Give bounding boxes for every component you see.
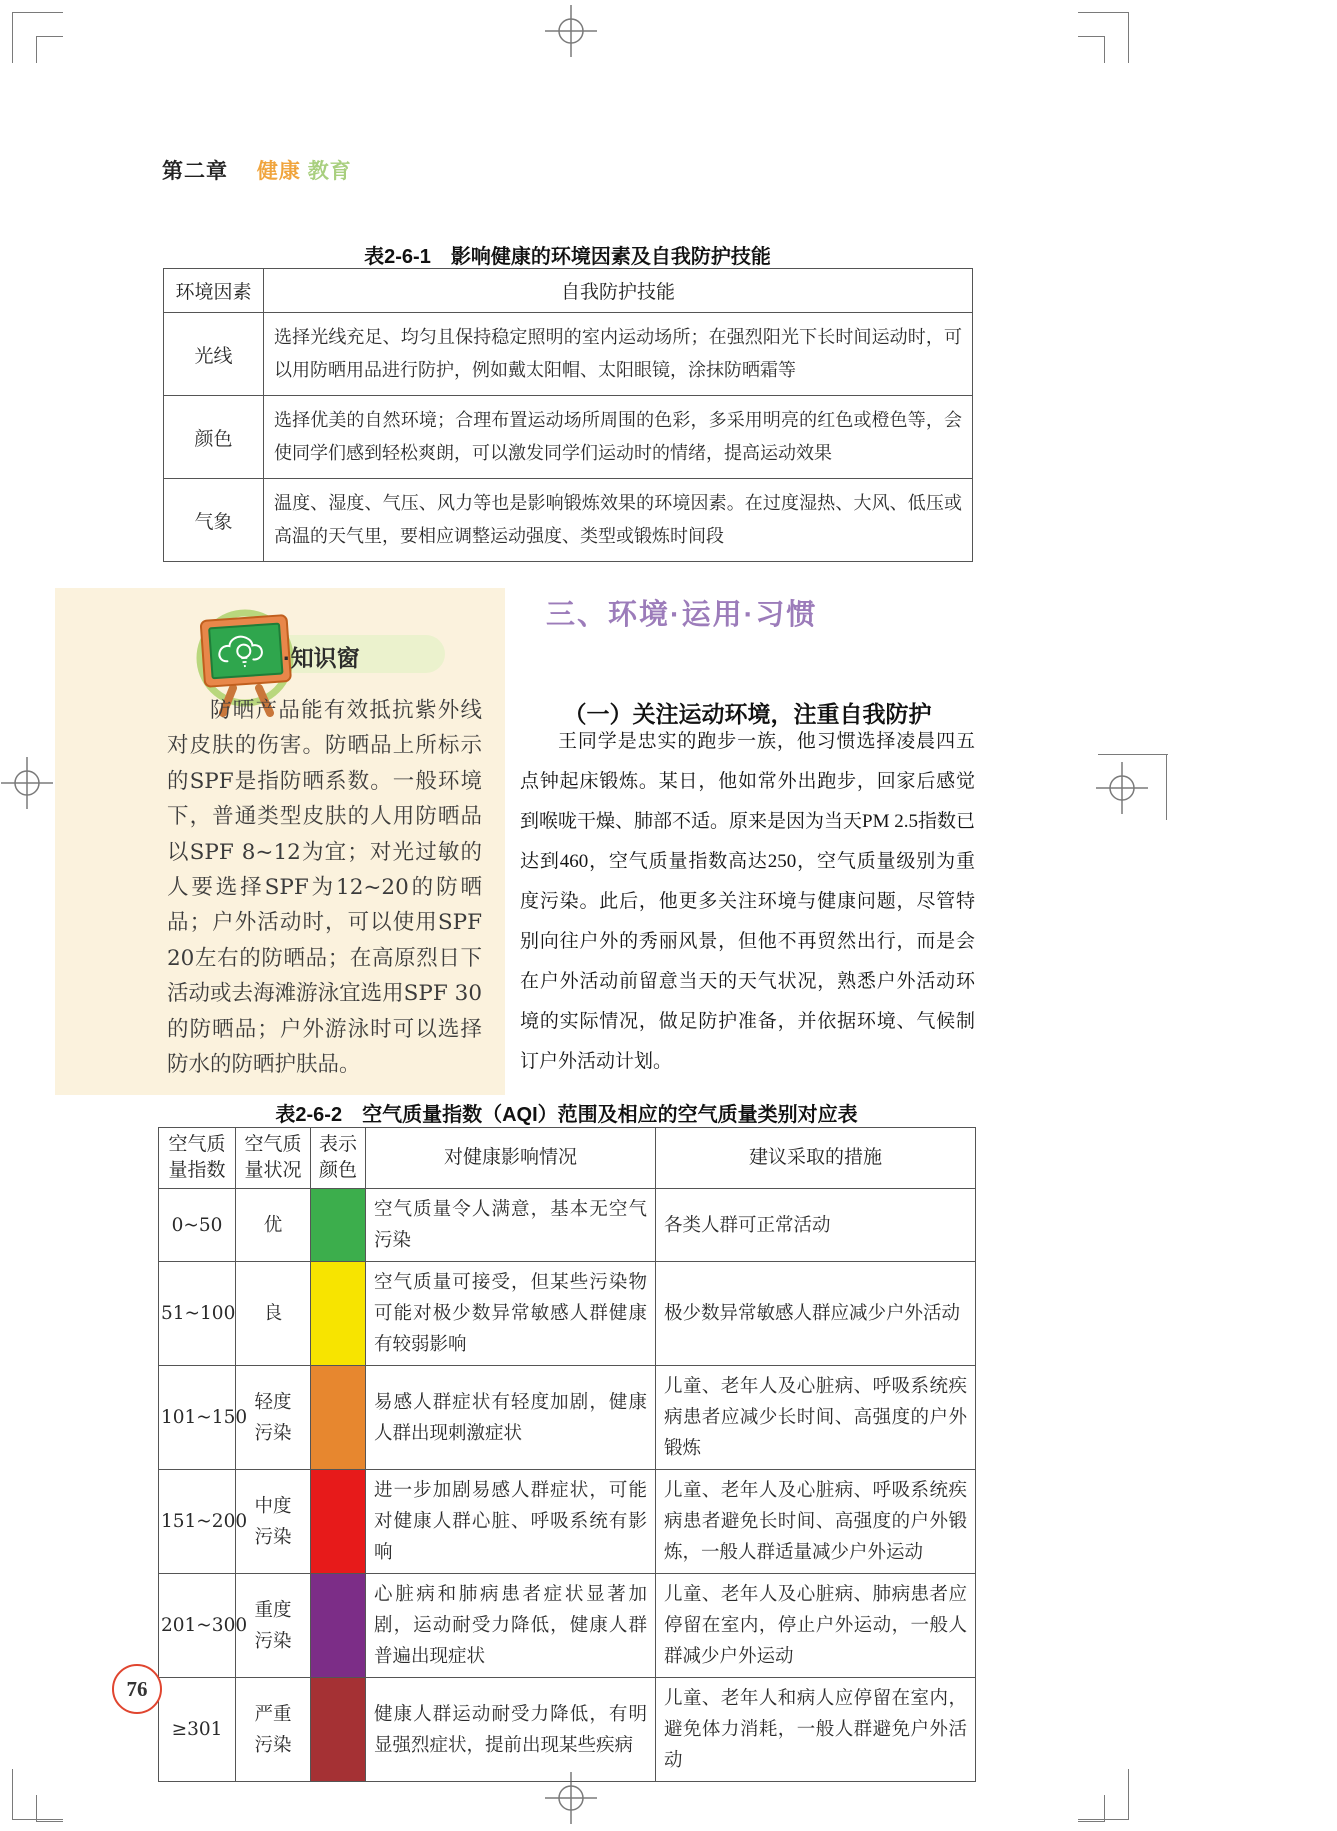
aqi-range-cell: 51~100: [159, 1262, 236, 1366]
table1-title: 表2-6-1 影响健康的环境因素及自我防护技能: [364, 246, 771, 268]
table-header-row: [159, 1128, 976, 1189]
chapter-header: [162, 155, 352, 185]
table-header-row: [164, 269, 973, 313]
aqi-color-swatch: [311, 1262, 366, 1366]
aqi-advice-header: 建议采取的措施: [656, 1128, 976, 1189]
aqi-health-cell: 空气质量可接受，但某些污染物可能对极少数异常敏感人群健康有较弱影响: [366, 1262, 656, 1366]
aqi-range-cell: ≥301: [159, 1678, 236, 1782]
crop-mark-bottom-left-inner: [36, 1795, 63, 1822]
aqi-advice-cell: 儿童、老年人及心脏病、肺病患者应停留在室内，停止户外运动，一般人群减少户外运动: [656, 1574, 976, 1678]
aqi-color-swatch: [311, 1470, 366, 1574]
table-row: [159, 1189, 976, 1262]
crop-mark-middle-right-line: [1098, 754, 1168, 755]
aqi-color-swatch: [311, 1574, 366, 1678]
chapter-title-word2: 教育: [307, 160, 352, 183]
table2-title: 表2-6-2 空气质量指数（AQI）范围及相应的空气质量类别对应表: [275, 1104, 858, 1126]
knowledge-window-box: [55, 588, 505, 1095]
chapter-title-word1: 健康: [256, 160, 301, 183]
page-number-badge: [112, 1664, 162, 1714]
table-row: [159, 1678, 976, 1782]
aqi-color-swatch: [311, 1366, 366, 1470]
skill-cell: 温度、湿度、气压、风力等也是影响锻炼效果的环境因素。在过度湿热、大风、低压或高温的天气里，要相应调整运动强度、类型或锻炼时间段: [264, 479, 973, 562]
aqi-health-cell: 心脏病和肺病患者症状显著加剧，运动耐受力降低，健康人群普遍出现症状: [366, 1574, 656, 1678]
factor-column-header: 环境因素: [164, 269, 264, 313]
factor-cell: 气象: [164, 479, 264, 562]
section-heading: 三、环境·运用·习惯: [546, 599, 818, 631]
aqi-range-cell: 201~300: [159, 1574, 236, 1678]
knowledge-window-title: ·知识窗: [283, 645, 360, 671]
body-paragraph: 王同学是忠实的跑步一族，他习惯选择凌晨四五点钟起床锻炼。某日，他如常外出跑步，回家后感觉到喉咙干燥、肺部不适。原来是因为当天PM 2.5指数已达到460，空气质量指数高达250，空气质量级别为重度污染。此后，他更多关注环境与健康问题，尽管特别向往户外的秀丽风景，但他不再贸然出行，而是会在户外活动前留意当天的天气状况，熟悉户外活动环境的实际情况，做足防护准备，并依据环境、气候制订户外活动计划。: [520, 731, 975, 1072]
aqi-advice-cell: 儿童、老年人及心脏病、呼吸系统疾病患者应减少长时间、高强度的户外锻炼: [656, 1366, 976, 1470]
aqi-color-swatch: [311, 1678, 366, 1782]
skill-cell: 选择优美的自然环境；合理布置运动场所周围的色彩，多采用明亮的红色或橙色等，会使同学们感到轻松爽朗，可以激发同学们运动时的情绪，提高运动效果: [264, 396, 973, 479]
aqi-status-cell: 轻度污染: [236, 1366, 311, 1470]
knowledge-window-text: 防晒产品能有效抵抗紫外线对皮肤的伤害。防晒品上所标示的SPF是指防晒系数。一般环境下，普通类型皮肤的人用防晒品以SPF 8~12为宜；对光过敏的人要选择SPF为12~20的防晒品；户外活动时，可以使用SPF 20左右的防晒品；在高原烈日下活动或去海滩游泳宜选用SPF 30的防晒品；户外游泳时可以选择防水的防晒护肤品。: [167, 698, 482, 1078]
skill-column-header: 自我防护技能: [264, 269, 973, 313]
crop-mark-top-left-inner: [36, 36, 63, 63]
table-row: [164, 396, 973, 479]
aqi-status-header: 空气质量状况: [236, 1128, 311, 1189]
factor-cell: 颜色: [164, 396, 264, 479]
registration-cross-left-icon: [1, 757, 53, 809]
aqi-advice-cell: 儿童、老年人和病人应停留在室内，避免体力消耗，一般人群避免户外活动: [656, 1678, 976, 1782]
aqi-index-header: 空气质量指数: [159, 1128, 236, 1189]
environment-factors-table: [163, 268, 973, 562]
aqi-health-cell: 易感人群症状有轻度加剧，健康人群出现刺激症状: [366, 1366, 656, 1470]
subsection-heading: （一）关注运动环境，注重自我防护: [563, 701, 932, 727]
aqi-status-cell: 优: [236, 1189, 311, 1262]
aqi-range-cell: 0~50: [159, 1189, 236, 1262]
registration-cross-right-icon: [1096, 762, 1148, 814]
table-row: [159, 1574, 976, 1678]
aqi-health-cell: 进一步加剧易感人群症状，可能对健康人群心脏、呼吸系统有影响: [366, 1470, 656, 1574]
aqi-advice-cell: 儿童、老年人及心脏病、呼吸系统疾病患者避免长时间、高强度的户外锻炼，一般人群适量减少户外运动: [656, 1470, 976, 1574]
chapter-label: 第二章: [162, 160, 228, 183]
aqi-table: [158, 1127, 976, 1782]
aqi-advice-cell: 各类人群可正常活动: [656, 1189, 976, 1262]
table-row: [164, 479, 973, 562]
crop-mark-bottom-right-inner: [1078, 1795, 1105, 1822]
aqi-range-cell: 101~150: [159, 1366, 236, 1470]
aqi-status-cell: 良: [236, 1262, 311, 1366]
crop-mark-middle-right-line2: [1166, 754, 1167, 820]
crop-mark-top-right-inner: [1078, 36, 1105, 63]
aqi-range-cell: 151~200: [159, 1470, 236, 1574]
table-row: [159, 1262, 976, 1366]
factor-cell: 光线: [164, 313, 264, 396]
aqi-health-cell: 空气质量令人满意，基本无空气污染: [366, 1189, 656, 1262]
aqi-color-header: 表示颜色: [311, 1128, 366, 1189]
skill-cell: 选择光线充足、均匀且保持稳定照明的室内运动场所；在强烈阳光下长时间运动时，可以用防晒用品进行防护，例如戴太阳帽、太阳眼镜，涂抹防晒霜等: [264, 313, 973, 396]
aqi-color-swatch: [311, 1189, 366, 1262]
aqi-status-cell: 中度污染: [236, 1470, 311, 1574]
aqi-health-header: 对健康影响情况: [366, 1128, 656, 1189]
aqi-status-cell: 严重污染: [236, 1678, 311, 1782]
aqi-advice-cell: 极少数异常敏感人群应减少户外活动: [656, 1262, 976, 1366]
table-row: [164, 313, 973, 396]
aqi-health-cell: 健康人群运动耐受力降低，有明显强烈症状，提前出现某些疾病: [366, 1678, 656, 1782]
page-number: 76: [126, 1676, 148, 1701]
table-row: [159, 1366, 976, 1470]
registration-cross-top-icon: [545, 5, 597, 57]
table-row: [159, 1470, 976, 1574]
aqi-status-cell: 重度污染: [236, 1574, 311, 1678]
